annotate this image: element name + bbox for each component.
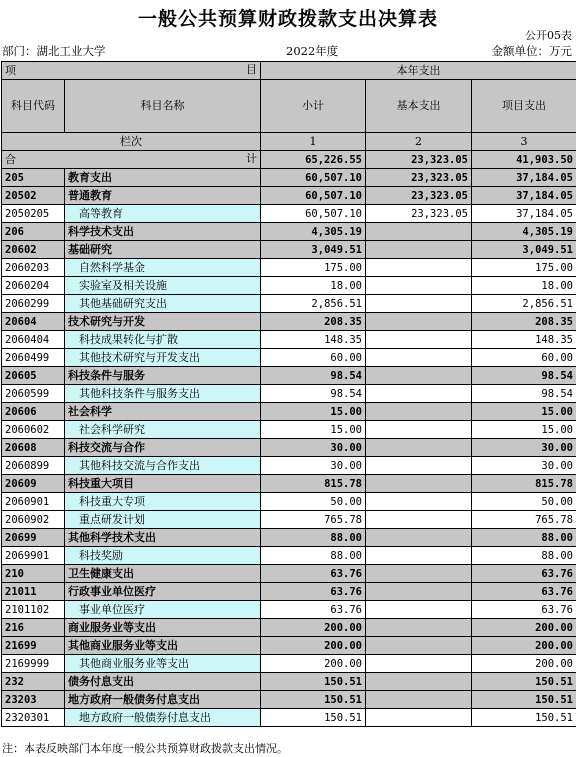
row-project: 150.51 (472, 673, 576, 691)
row-subtotal: 63.76 (261, 583, 366, 601)
row-name: 地方政府一般债券付息支出 (65, 709, 261, 727)
row-subtotal: 60,507.10 (261, 187, 366, 205)
row-project: 175.00 (472, 259, 576, 277)
row-code: 2101102 (2, 601, 65, 619)
row-name: 其他科技交流与合作支出 (65, 457, 261, 475)
row-project: 200.00 (472, 619, 576, 637)
row-name: 卫生健康支出 (65, 565, 261, 583)
row-code: 2060203 (2, 259, 65, 277)
row-name: 其他技术研究与开发支出 (65, 349, 261, 367)
row-basic (366, 637, 472, 655)
item-header-left: 项 (5, 63, 16, 77)
row-basic (366, 241, 472, 259)
table-row (2, 529, 576, 547)
row-subtotal: 200.00 (261, 619, 366, 637)
table-row (2, 601, 576, 619)
row-code: 2060404 (2, 331, 65, 349)
row-subtotal: 60,507.10 (261, 169, 366, 187)
row-basic (366, 709, 472, 727)
row-basic (366, 493, 472, 511)
row-code: 23203 (2, 691, 65, 709)
table-row (2, 421, 576, 439)
table-row (2, 277, 576, 295)
row-project: 15.00 (472, 421, 576, 439)
page-title: 一般公共预算财政拨款支出决算表 (137, 8, 438, 30)
row-code: 216 (2, 619, 65, 637)
row-project: 63.76 (472, 565, 576, 583)
table-row (2, 385, 576, 403)
project-header: 项目支出 (472, 80, 576, 133)
row-name: 科技成果转化与扩散 (65, 331, 261, 349)
row-name: 科技重大项目 (65, 475, 261, 493)
row-project: 88.00 (472, 529, 576, 547)
row-basic (366, 511, 472, 529)
row-basic (366, 529, 472, 547)
row-project: 88.00 (472, 547, 576, 565)
row-basic (366, 259, 472, 277)
row-basic (366, 223, 472, 241)
row-project: 148.35 (472, 331, 576, 349)
total-label-right: 计 (246, 152, 257, 165)
row-code: 20609 (2, 475, 65, 493)
total-row (2, 151, 576, 169)
table-row (2, 475, 576, 493)
department-label: 部门：湖北工业大学 (2, 44, 106, 58)
row-name: 行政事业单位医疗 (65, 583, 261, 601)
row-subtotal: 60,507.10 (261, 205, 366, 223)
row-name: 科技条件与服务 (65, 367, 261, 385)
row-basic: 23,323.05 (366, 205, 472, 223)
row-subtotal: 815.78 (261, 475, 366, 493)
row-code: 2060901 (2, 493, 65, 511)
row-basic (366, 691, 472, 709)
row-project: 60.00 (472, 349, 576, 367)
row-name: 其他商业服务业等支出 (65, 655, 261, 673)
col-number-3: 3 (472, 133, 576, 151)
row-code: 2060599 (2, 385, 65, 403)
row-subtotal: 15.00 (261, 421, 366, 439)
table-row (2, 655, 576, 673)
row-subtotal: 765.78 (261, 511, 366, 529)
row-subtotal: 200.00 (261, 655, 366, 673)
subtotal-header: 小计 (261, 80, 366, 133)
row-code: 20608 (2, 439, 65, 457)
table-row (2, 565, 576, 583)
row-subtotal: 88.00 (261, 529, 366, 547)
table-row (2, 367, 576, 385)
row-subtotal: 15.00 (261, 403, 366, 421)
row-project: 815.78 (472, 475, 576, 493)
row-code: 20699 (2, 529, 65, 547)
row-name: 普通教育 (65, 187, 261, 205)
row-name: 债务付息支出 (65, 673, 261, 691)
table-row (2, 205, 576, 223)
row-project: 50.00 (472, 493, 576, 511)
row-name: 基础研究 (65, 241, 261, 259)
table-row (2, 313, 576, 331)
row-project: 37,184.05 (472, 205, 576, 223)
row-code: 21011 (2, 583, 65, 601)
row-basic: 23,323.05 (366, 169, 472, 187)
row-code: 2060902 (2, 511, 65, 529)
row-code: 20606 (2, 403, 65, 421)
table-row (2, 457, 576, 475)
row-code: 205 (2, 169, 65, 187)
table-body (2, 169, 576, 727)
table-row (2, 583, 576, 601)
row-code: 21699 (2, 637, 65, 655)
row-subtotal: 200.00 (261, 637, 366, 655)
row-name: 重点研发计划 (65, 511, 261, 529)
table-row (2, 439, 576, 457)
row-basic (366, 277, 472, 295)
row-name: 科技交流与合作 (65, 439, 261, 457)
row-subtotal: 63.76 (261, 565, 366, 583)
row-code: 2060602 (2, 421, 65, 439)
row-basic (366, 457, 472, 475)
footnote: 注：本表反映部门本年度一般公共预算财政拨款支出情况。 (2, 742, 288, 755)
row-project: 15.00 (472, 403, 576, 421)
row-code: 2060499 (2, 349, 65, 367)
table-row (2, 349, 576, 367)
row-code: 20602 (2, 241, 65, 259)
row-subtotal: 30.00 (261, 439, 366, 457)
row-project: 98.54 (472, 385, 576, 403)
row-code: 20605 (2, 367, 65, 385)
row-basic (366, 565, 472, 583)
row-project: 4,305.19 (472, 223, 576, 241)
row-project: 150.51 (472, 691, 576, 709)
row-subtotal: 2,856.51 (261, 295, 366, 313)
row-code: 20604 (2, 313, 65, 331)
table-row (2, 403, 576, 421)
row-code: 206 (2, 223, 65, 241)
header-row-1 (2, 62, 576, 80)
row-code: 2060204 (2, 277, 65, 295)
row-project: 200.00 (472, 655, 576, 673)
row-basic (366, 475, 472, 493)
table-row (2, 619, 576, 637)
row-name: 科学技术支出 (65, 223, 261, 241)
row-code: 2050205 (2, 205, 65, 223)
row-project: 63.76 (472, 601, 576, 619)
row-subtotal: 98.54 (261, 367, 366, 385)
table-row (2, 331, 576, 349)
row-basic (366, 331, 472, 349)
row-name: 自然科学基金 (65, 259, 261, 277)
item-header-cell (2, 62, 261, 80)
row-project: 3,049.51 (472, 241, 576, 259)
row-subtotal: 63.76 (261, 601, 366, 619)
row-subtotal: 148.35 (261, 331, 366, 349)
unit-label: 金额单位：万元 (491, 44, 572, 58)
row-basic (366, 673, 472, 691)
row-basic (366, 367, 472, 385)
form-number: 公开05表 (525, 29, 572, 42)
total-label-cell (2, 151, 261, 169)
row-name: 实验室及相关设施 (65, 277, 261, 295)
header-row-2 (2, 80, 576, 133)
col-number-1: 1 (261, 133, 366, 151)
row-subtotal: 150.51 (261, 709, 366, 727)
table-row (2, 691, 576, 709)
row-basic (366, 421, 472, 439)
row-subtotal: 175.00 (261, 259, 366, 277)
row-code: 2069901 (2, 547, 65, 565)
row-basic (366, 313, 472, 331)
col-number-2: 2 (366, 133, 472, 151)
table-row (2, 493, 576, 511)
table-row (2, 295, 576, 313)
row-subtotal: 60.00 (261, 349, 366, 367)
row-name: 科技重大专项 (65, 493, 261, 511)
row-subtotal: 50.00 (261, 493, 366, 511)
row-name: 其他科技条件与服务支出 (65, 385, 261, 403)
table-row (2, 223, 576, 241)
total-project: 41,903.50 (472, 151, 576, 169)
year-label: 2022年度 (286, 44, 339, 58)
expenditure-table (1, 61, 576, 727)
row-name: 其他科学技术支出 (65, 529, 261, 547)
row-subtotal: 150.51 (261, 691, 366, 709)
row-basic: 23,323.05 (366, 187, 472, 205)
row-basic (366, 295, 472, 313)
row-name: 地方政府一般债务付息支出 (65, 691, 261, 709)
row-basic (366, 547, 472, 565)
row-name: 科技奖励 (65, 547, 261, 565)
header-row-3 (2, 133, 576, 151)
row-subtotal: 208.35 (261, 313, 366, 331)
table-row (2, 169, 576, 187)
row-project: 2,856.51 (472, 295, 576, 313)
row-name: 事业单位医疗 (65, 601, 261, 619)
row-code: 2060299 (2, 295, 65, 313)
row-project: 150.51 (472, 709, 576, 727)
row-name: 技术研究与开发 (65, 313, 261, 331)
table-row (2, 187, 576, 205)
table-row (2, 637, 576, 655)
table-row (2, 241, 576, 259)
row-subtotal: 150.51 (261, 673, 366, 691)
item-header-right: 目 (246, 63, 257, 76)
table-row (2, 547, 576, 565)
row-basic (366, 349, 472, 367)
total-subtotal: 65,226.55 (261, 151, 366, 169)
row-subtotal: 3,049.51 (261, 241, 366, 259)
row-subtotal: 18.00 (261, 277, 366, 295)
code-header: 科目代码 (2, 80, 65, 133)
row-basic (366, 439, 472, 457)
row-code: 2320301 (2, 709, 65, 727)
row-project: 63.76 (472, 583, 576, 601)
row-name: 社会科学研究 (65, 421, 261, 439)
row-name: 教育支出 (65, 169, 261, 187)
row-basic (366, 583, 472, 601)
row-code: 210 (2, 565, 65, 583)
row-name: 商业服务业等支出 (65, 619, 261, 637)
row-basic (366, 619, 472, 637)
current-year-header: 本年支出 (261, 62, 576, 80)
table-row (2, 673, 576, 691)
row-project: 765.78 (472, 511, 576, 529)
row-subtotal: 30.00 (261, 457, 366, 475)
row-name: 其他商业服务业等支出 (65, 637, 261, 655)
total-basic: 23,323.05 (366, 151, 472, 169)
row-name: 其他基础研究支出 (65, 295, 261, 313)
row-basic (366, 403, 472, 421)
table-row (2, 511, 576, 529)
row-code: 232 (2, 673, 65, 691)
row-project: 37,184.05 (472, 187, 576, 205)
row-subtotal: 98.54 (261, 385, 366, 403)
row-project: 98.54 (472, 367, 576, 385)
row-project: 30.00 (472, 457, 576, 475)
row-project: 37,184.05 (472, 169, 576, 187)
row-basic (366, 655, 472, 673)
row-project: 18.00 (472, 277, 576, 295)
row-subtotal: 88.00 (261, 547, 366, 565)
row-subtotal: 4,305.19 (261, 223, 366, 241)
row-basic (366, 601, 472, 619)
total-label-left: 合 (5, 152, 16, 166)
row-code: 20502 (2, 187, 65, 205)
row-number-label: 栏次 (2, 133, 261, 151)
row-project: 200.00 (472, 637, 576, 655)
row-project: 30.00 (472, 439, 576, 457)
meta-line (2, 43, 572, 59)
row-project: 208.35 (472, 313, 576, 331)
row-code: 2169999 (2, 655, 65, 673)
table-row (2, 709, 576, 727)
row-name: 社会科学 (65, 403, 261, 421)
table-row (2, 259, 576, 277)
name-header: 科目名称 (65, 80, 261, 133)
row-basic (366, 385, 472, 403)
row-name: 高等教育 (65, 205, 261, 223)
row-code: 2060899 (2, 457, 65, 475)
basic-header: 基本支出 (366, 80, 472, 133)
